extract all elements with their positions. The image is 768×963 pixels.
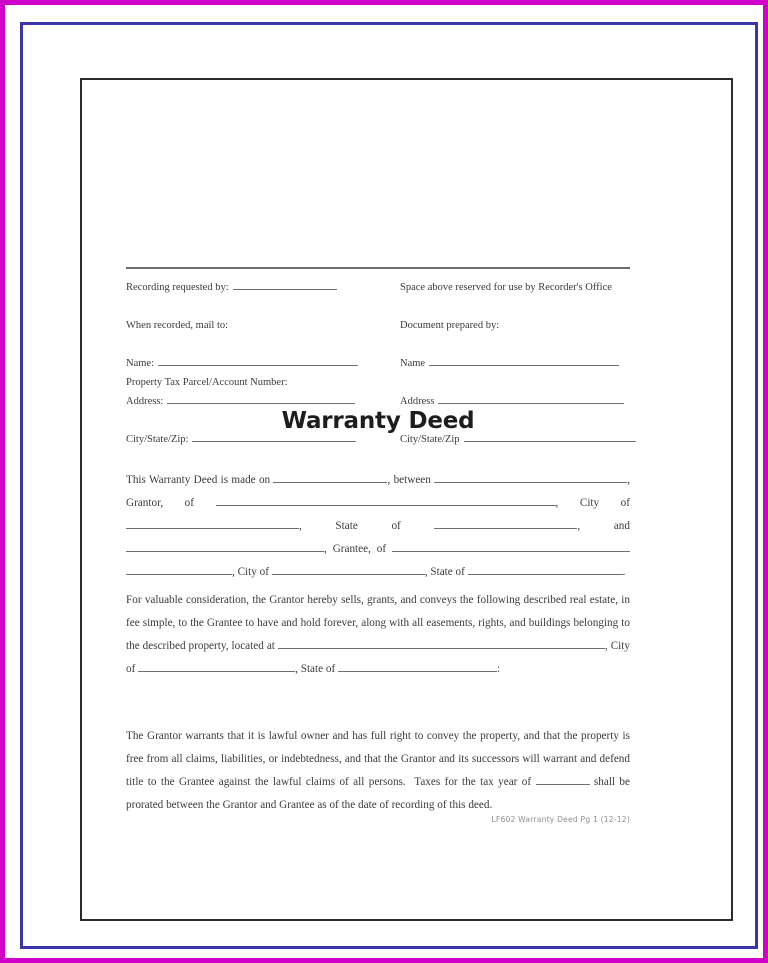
made-on-text-10: , State of (424, 566, 468, 578)
row-when-recorded (126, 316, 630, 335)
document-prepared-by-field (400, 316, 630, 335)
preparer-address-label: Address (400, 396, 435, 407)
warrants-text-2: shall be prorated between the Grantor and Grantee as of the date of recording of this deed. (126, 776, 633, 811)
grantor-name-blank[interactable] (434, 470, 627, 483)
made-on-text-6: , State of (299, 520, 435, 532)
mail-to-name-label: Name: (126, 358, 154, 369)
property-location-blank-cont[interactable] (494, 636, 605, 649)
grantee-city-blank[interactable] (272, 562, 425, 575)
consideration-text-4: : (497, 663, 501, 675)
grantor-state-blank[interactable] (434, 516, 577, 529)
made-on-text-11: . (622, 566, 626, 578)
when-recorded-field (126, 316, 392, 335)
grantee-state-blank[interactable] (468, 562, 623, 575)
preparer-name-field (400, 354, 630, 373)
preparer-csz-label: City/State/Zip (400, 434, 460, 445)
property-state-blank[interactable] (338, 659, 497, 672)
tax-year-blank[interactable] (536, 772, 590, 785)
header-horizontal-rule (126, 267, 630, 269)
consideration-text-1: For valuable consideration, the Grantor hereby sells, grants, and conveys the following described real estate, in fee simple, to the Grantee to have and hold forever, along with all easements, rights, and buildings belonging to the described property, located at (126, 594, 633, 652)
property-tax-parcel-label: Property Tax Parcel/Account Number: (126, 377, 288, 388)
property-city-blank[interactable] (138, 659, 295, 672)
page-title: Warranty Deed (281, 408, 475, 434)
made-on-text-8: , Grantee, of (324, 543, 392, 555)
preparer-name-blank[interactable] (429, 354, 619, 366)
mail-to-name-blank[interactable] (158, 354, 358, 366)
mail-to-address-label: Address: (126, 396, 164, 407)
made-on-text-3: , (627, 474, 633, 486)
row-recording-requested (126, 278, 630, 297)
mail-to-name-field (126, 354, 392, 373)
space-reserved-note (400, 278, 630, 297)
paragraph-warranty (126, 725, 633, 817)
when-recorded-label: When recorded, mail to: (126, 320, 229, 331)
made-on-text-7: , and (577, 520, 633, 532)
made-on-text-5: , City of (555, 497, 633, 509)
recording-requested-by-field (126, 278, 392, 297)
row-name (126, 354, 630, 373)
recording-requested-by-blank[interactable] (233, 278, 337, 290)
paragraph-parties (126, 469, 633, 584)
made-on-text-4: Grantor, of (126, 497, 216, 509)
mail-to-address-blank[interactable] (167, 392, 355, 404)
paragraph-consideration (126, 589, 633, 681)
grantor-city-blank[interactable] (126, 516, 299, 529)
made-on-text-9: , City of (232, 566, 272, 578)
recording-requested-by-label: Recording requested by: (126, 282, 229, 293)
grantee-name-blank[interactable] (126, 539, 324, 552)
consideration-text-2: , City of (126, 640, 633, 675)
made-on-text-2: , between (387, 474, 435, 486)
grantee-address-blank-cont[interactable] (126, 562, 232, 575)
consideration-text-3: , State of (295, 663, 339, 675)
preparer-name-label: Name (400, 358, 426, 369)
space-reserved-label: Space above reserved for use by Recorder's Office (400, 282, 612, 293)
property-tax-parcel-field (126, 373, 287, 392)
mail-to-csz-label: City/State/Zip: (126, 434, 189, 445)
form-footer-code: LF602 Warranty Deed Pg 1 (12-12) (491, 815, 630, 824)
property-location-blank[interactable] (278, 636, 494, 649)
grantor-address-blank[interactable] (216, 493, 556, 506)
grantee-address-blank[interactable] (392, 539, 630, 552)
deed-document-content (126, 53, 633, 896)
date-blank[interactable] (273, 470, 387, 483)
made-on-text-1: This Warranty Deed is made on (126, 474, 274, 486)
warrants-text-1: The Grantor warrants that it is lawful owner and has full right to convey the property, and that the property is free from all claims, liabilities, or indebtedness, and that the Grantor and its successors will warrant and defend title to the Grantee against the lawful claims of all persons. Taxes for the tax year of (126, 730, 633, 788)
preparer-address-blank[interactable] (438, 392, 624, 404)
document-prepared-by-label: Document prepared by: (400, 320, 500, 331)
